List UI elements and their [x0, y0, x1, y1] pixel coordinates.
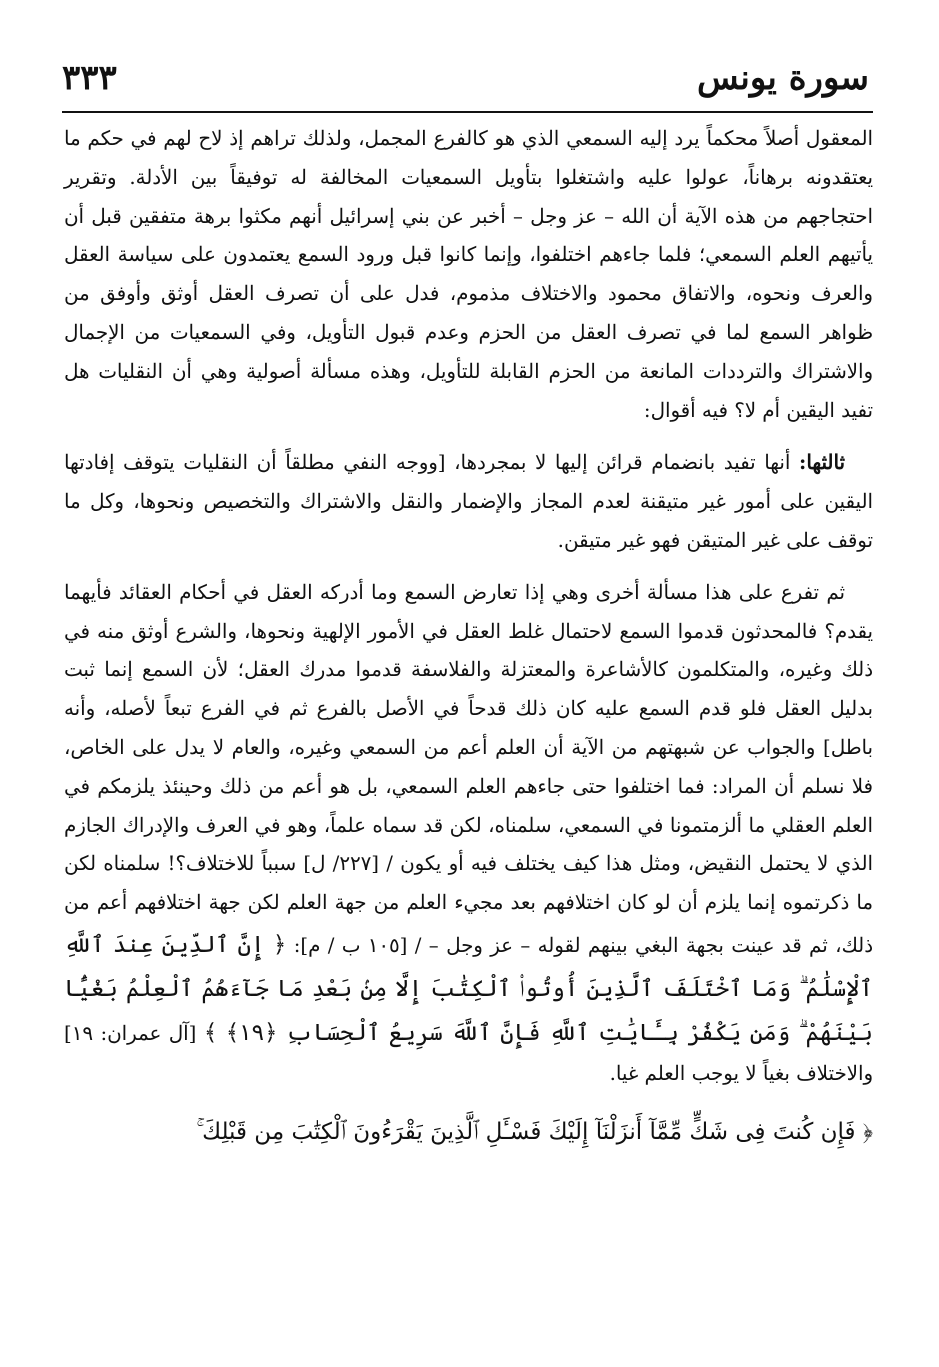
- page-number: ٣٣٣: [62, 58, 117, 98]
- paragraph-1: المعقول أصلاً محكماً يرد إليه السمعي الذي هو كالفرع المجمل، ولذلك تراهم إذ لاح لهم في حكم ما يعتقدونه برهاناً، عولوا عليه واشتغلوا بتأويل السمعيات المخالفة له توفيقاً بين الأدلة. وتقرير احتجاجهم من هذه الآية أن الله – عز وجل – أخبر عن بني إسرائيل أنهم مكثوا برهة متفقين قبل أن يأتيهم العلم السمعي؛ فلما جاءهم اختلفوا، وإنما كانوا قبل ورود السمع يعتمدون على سياسة العقل والعرف ونحوه، والاتفاق محمود والاختلاف مذموم، فدل على أن تصرف العقل أوثق وأوفق من ظواهر السمع لما في تصرف العقل من الحزم وعدم قبول التأويل، وفي السمعيات من الإجمال والاشتراك والترددات المانعة من الحزم القابلة للتأويل، وهذه مسألة أصولية وهي أن النقليات هل تفيد اليقين أم لا؟ فيه أقوال:: [64, 127, 873, 422]
- header-divider: [62, 111, 873, 113]
- page-header: [62, 52, 869, 110]
- surah-title: سورة يونس: [697, 58, 869, 98]
- paragraph-3-tail: [آل عمران: ١٩] والاختلاف بغياً لا يوجب العلم غيا.: [64, 1021, 873, 1085]
- quran-verse-al-imran-19: ﴿ إِنَّ ٱلدِّينَ عِندَ ٱللَّهِ ٱلْإِسْلَٰمُ ۗ وَمَا ٱخْتَلَفَ ٱلَّذِينَ أُوتُوا۟ ٱلْكِتَٰبَ إِلَّا مِنۢ بَعْدِ مَا جَآءَهُمُ ٱلْعِلْمُ بَغْيًۢا بَيْنَهُمْ ۗ وَمَن يَكْفُرْ بِـَٔايَٰتِ ٱللَّهِ فَإِنَّ ٱللَّهَ سَرِيعُ ٱلْحِسَابِ ﴿١٩﴾ ﴾: [64, 931, 873, 1046]
- page-body: [64, 120, 873, 1350]
- paragraph-2-heading: ثالثها:: [799, 450, 845, 475]
- paragraph-3: [64, 574, 873, 1094]
- quran-verse-yunus-94: ﴿ فَإِن كُنتَ فِى شَكٍّ مِّمَّآ أَنزَلْنَآ إِلَيْكَ فَسْـَٔلِ ٱلَّذِينَ يَقْرَءُونَ ٱلْكِتَٰبَ مِن قَبْلِكَ ۚ: [196, 1118, 873, 1145]
- paragraph-2-body: أنها تفيد بانضمام قرائن إليها لا بمجردها، [ووجه النفي مطلقاً أن النقليات يتوقف إفادتها اليقين على أمور غير متيقنة لعدم المجاز والإضمار والنقل والاشتراك والتخصيص ونحوها، وكل ما توقف على غير المتيقن فهو غير متيقن.: [64, 451, 873, 552]
- paragraph-2: [64, 443, 873, 560]
- paragraph-3-body: ثم تفرع على هذا مسألة أخرى وهي إذا تعارض السمع وما أدركه العقل في أحكام العقائد فأيهما يقدم؟ فالمحدثون قدموا السمع لاحتمال غلط العقل في الأمور الإلهية ونحوها، والشرع أوثق منه في ذلك وغيره، والمتكلمون كالأشاعرة والمعتزلة والفلاسفة قدموا مدرك العقل؛ لأن السمع إنما ثبت بدليل العقل فلو قدم السمع عليه كان ذلك قدحاً في الأصل بالفرع ثم في الفرع تبعاً لأصله، وأنه باطل] والجواب عن شبهتهم من الآية أن العلم أعم من السمعي وغيره، والعام لا يدل على الخاص، فلا نسلم أن المراد: فما اختلفوا حتى جاءهم العلم السمعي، بل هو أعم من ذلك وحينئذ يلزمكم في العلم العقلي ما ألزمتمونا في السمعي، سلمناه، لكن قد سماه علماً، وهو في العرف والإدراك الجازم الذي لا يحتمل النقيض، ومثل هذا كيف يختلف فيه أو يكون / [٢٢٧/ ل] سبباً للاختلاف؟! سلمناه لكن ما ذكرتموه إنما يلزم أن لو كان اختلافهم بعد مجيء العلم من جهة العلم لكن جهة اختلافهم أعم من ذلك، ثم قد عينت بجهة البغي بينهم لقوله – عز وجل – / [١٠٥ ب / م]:: [64, 580, 873, 957]
